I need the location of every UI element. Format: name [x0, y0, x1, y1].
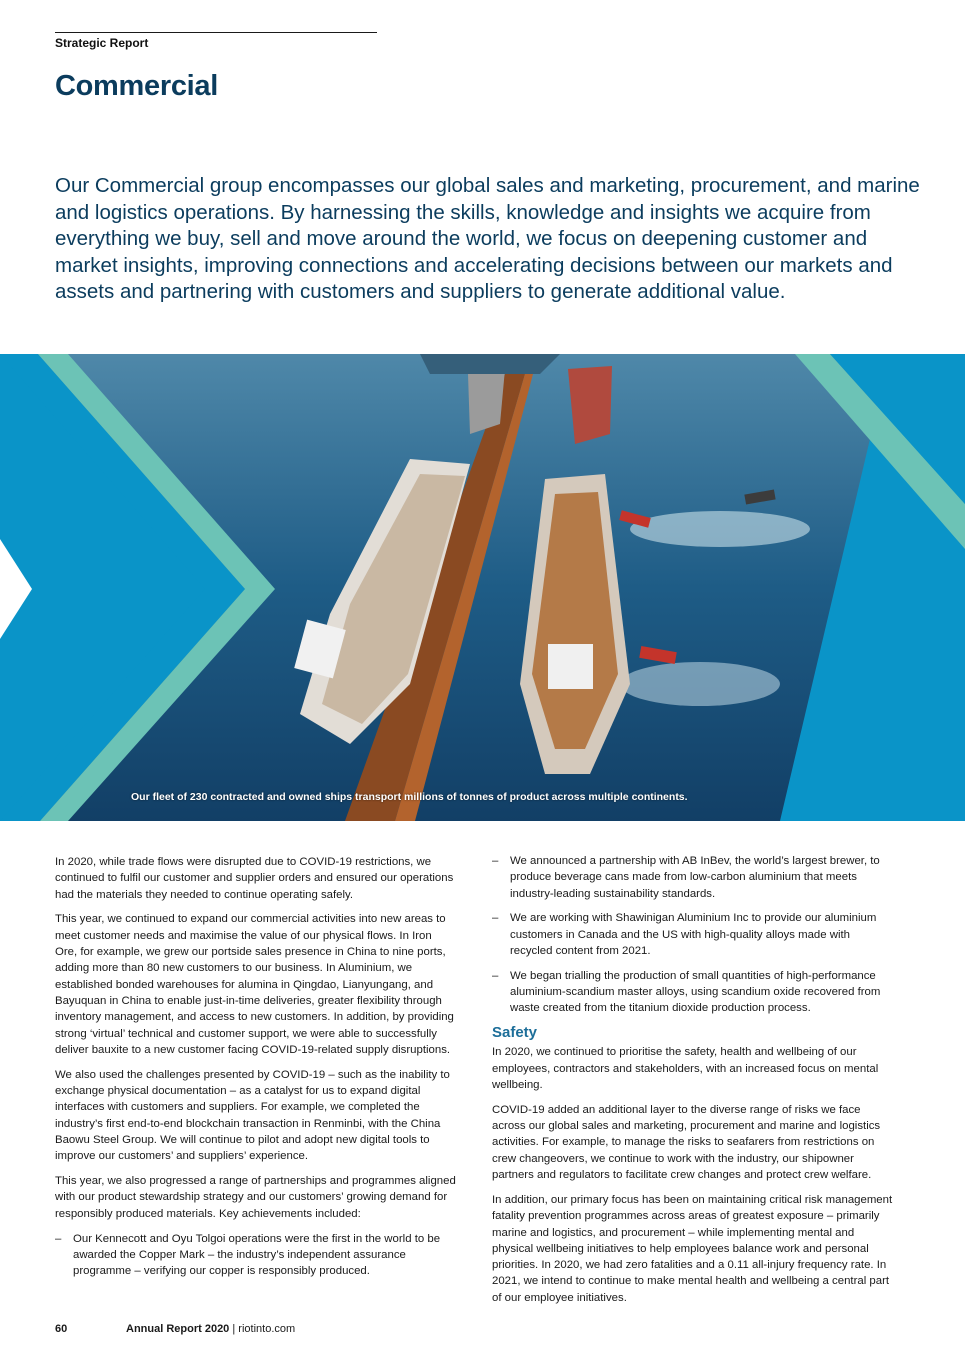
ship-port-photo [0, 354, 965, 821]
left-column [55, 854, 457, 1288]
right-column [492, 853, 894, 1315]
footer-page-number [55, 1323, 67, 1335]
safety-heading: Safety [492, 1024, 538, 1042]
list-item [55, 1231, 457, 1280]
hero-image [0, 354, 965, 821]
section-label: Strategic Report [55, 36, 149, 50]
paragraph: COVID-19 added an additional layer to the diverse range of risks we face across our global sales and marketing, procurement and marine and logistics activities. For example, to manage the risks to seafarers from restrictions on crew changeovers, we continue to work with the industry, our shipowner partners and regulators to facilitate crew changes and protect crew welfare. [492, 1103, 881, 1182]
page-title: Commercial [55, 70, 219, 102]
paragraph: In addition, our primary focus has been on maintaining critical risk management fatality prevention programmes across areas of greatest exposure – primarily marine and logistics, and procurement – while implementing mental and physical wellbeing initiatives to help employees balance work and personal priorities. In 2020, we had zero fatalities and a 0.11 all-injury frequency rate. In 2021, we intend to continue to make mental health and wellbeing a central part of our employee initiatives. [492, 1193, 893, 1304]
bullet-dash: – [55, 1232, 62, 1245]
paragraph: We also used the challenges presented by COVID-19 – such as the inability to exchange physical documentation – as a catalyst for us to expand digital interfaces with customers and suppliers. For example, we completed the industry’s first end-to-end blockchain transaction in Renminbi, with the China Baowu Steel Group. We will continue to pilot and adopt new digital tools to improve our customers’ and suppliers’ experience. [55, 1068, 450, 1163]
intro-paragraph: Our Commercial group encompasses our global sales and marketing, procurement, and marine and logistics operations. By harnessing the skills, knowledge and insights we acquire from everything we buy, sell and move around the world, we focus on deepening customer and market insights, improving connections and accelerating decisions between our markets and assets and partnering with customers and suppliers to generate additional value. [55, 174, 920, 303]
report-name: Annual Report 2020 [126, 1323, 230, 1335]
header-rule [55, 32, 377, 33]
bullet-dash: – [492, 912, 499, 925]
list-item-text: Our Kennecott and Oyu Tolgoi operations were the first in the world to be awarded the Copper Mark – the industry’s independent assurance programme – verifying our copper is responsibly produced. [73, 1232, 441, 1278]
bullet-dash: – [492, 855, 499, 867]
list-item [492, 853, 894, 902]
footer-report [126, 1323, 295, 1335]
achievements-list [55, 1231, 457, 1280]
footer-separator: | [232, 1323, 236, 1335]
page-number: 60 [55, 1323, 68, 1335]
hero-caption: Our fleet of 230 contracted and owned ships transport millions of tonnes of product across multiple continents. [131, 791, 688, 803]
list-item [492, 910, 894, 959]
list-item [492, 968, 894, 1017]
website-link[interactable]: riotinto.com [238, 1323, 296, 1335]
paragraph: In 2020, while trade flows were disrupted due to COVID-19 restrictions, we continued to fulfil our customer and supplier orders and ensured our operations had the materials they needed to continue operating safely. [55, 856, 454, 901]
list-item-text: We began trialling the production of small quantities of high-performance aluminium-scandium master alloys, using scandium oxide recovered from waste created from the titanium dioxide production process. [510, 969, 881, 1015]
paragraph: This year, we also progressed a range of partnerships and programmes aligned with our product stewardship strategy and our customers’ growing demand for responsibly produced materials. Key achievements included: [55, 1175, 456, 1220]
list-item-text: We are working with Shawinigan Aluminium Inc to provide our aluminium customers in Canada and the US with high-quality alloys made with recycled content from 2021. [510, 912, 877, 957]
paragraph: This year, we continued to expand our commercial activities into new areas to meet customer needs and maximise the value of our physical flows. In Iron Ore, for example, we grew our portside sales presence in China to nine ports, adding more than 80 new customers to our business. In Aluminium, we established bonded warehouses for alumina in Qingdao, Lianyungang, and Bayuquan in China to enable just-in-time deliveries, greater flexibility through inventory management, and access to new customers. In addition, by providing strong ‘virtual’ technical and customer support, we were able to successfully deliver bauxite to a new customer facing COVID-19-related supply disruptions. [55, 913, 454, 1056]
bullet-dash: – [492, 969, 499, 982]
list-item-text: We announced a partnership with AB InBev, the world’s largest brewer, to produce beverage cans made from low-carbon aluminium that meets industry-leading sustainability standards. [510, 855, 880, 900]
paragraph: In 2020, we continued to prioritise the safety, health and wellbeing of our employees, contractors and stakeholders, with an increased focus on mental wellbeing. [492, 1046, 879, 1091]
achievements-list-continued [492, 853, 894, 1016]
